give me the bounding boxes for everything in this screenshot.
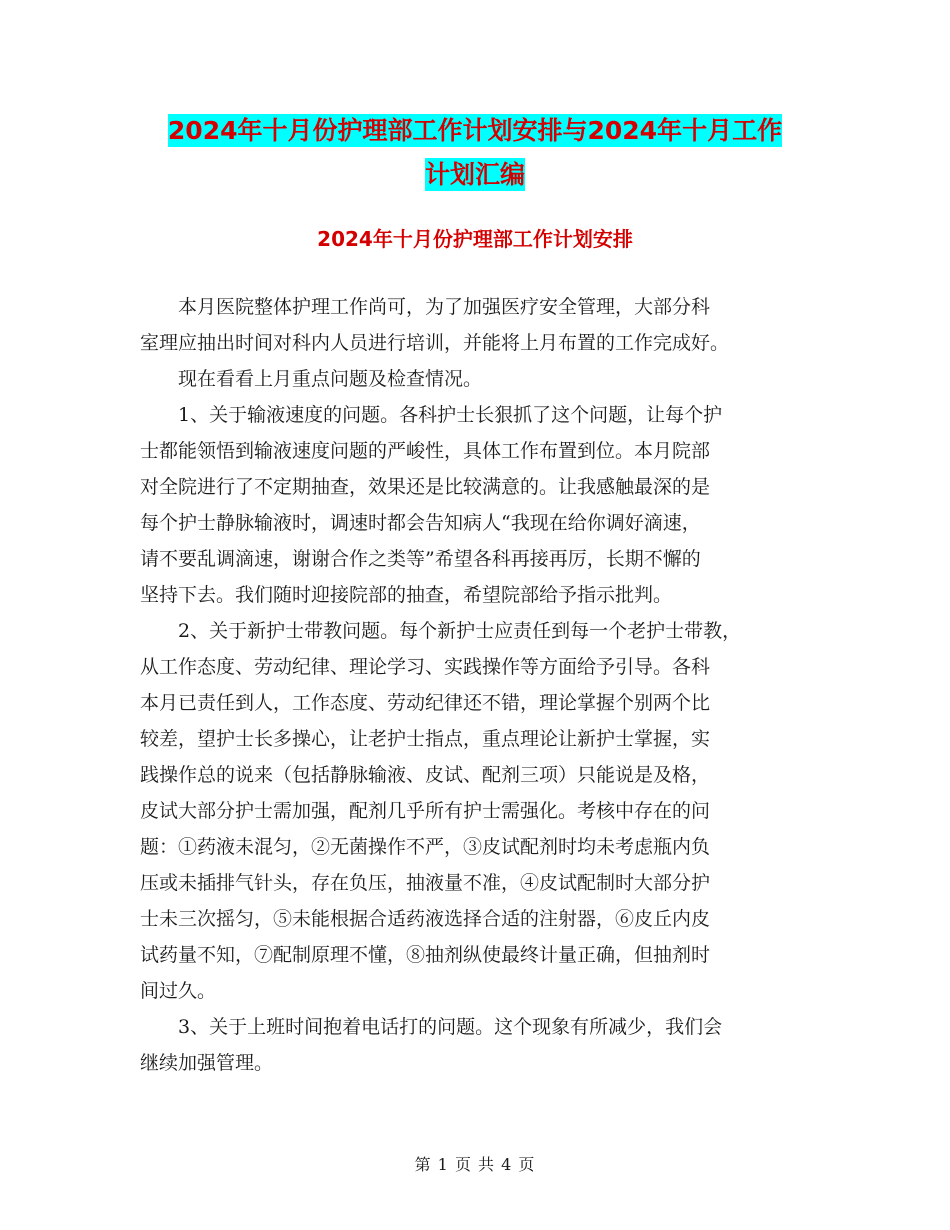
text-line: 士都能领悟到输液速度问题的严峻性，具体工作布置到位。本月院部 [140,440,711,462]
text-line: 士未三次摇匀，⑤未能根据合适药液选择合适的注射器，⑥皮丘内皮 [140,908,711,930]
text-line: 本月已责任到人，工作态度、劳动纪律还不错，理论掌握个别两个比 [140,692,711,714]
text-line: 2、关于新护士带教问题。每个新护士应责任到每一个老护士带教， [178,620,742,642]
text-line: 较差，望护士长多操心，让老护士指点，重点理论让新护士掌握，实 [140,728,711,750]
page-footer: 第 1 页 共 4 页 [414,1155,536,1174]
document-body [140,289,812,1081]
text-line: 对全院进行了不定期抽查，效果还是比较满意的。让我感触最深的是 [140,476,711,498]
text-line: 皮试大部分护士需加强，配剂几乎所有护士需强化。考核中存在的问 [140,800,711,822]
paragraph-item-2 [140,613,812,1009]
section-title: 2024年十月份护理部工作计划安排 [317,227,633,251]
text-line: 坚持下去。我们随时迎接院部的抽查，希望院部给予指示批判。 [140,584,673,606]
document-title-line-1 [0,108,950,154]
paragraph-item-3 [140,1009,812,1081]
paragraph-item-1 [140,397,812,613]
text-line: 本月医院整体护理工作尚可，为了加强医疗安全管理，大部分科 [178,296,711,318]
title-highlight-1: 2024年十月份护理部工作计划安排与2024年十月工作 [167,116,783,145]
text-line: 试药量不知，⑦配制原理不懂，⑧抽剂纵使最终计量正确，但抽剂时 [140,944,711,966]
paragraph-review [140,361,812,397]
document-title-line-2 [0,152,950,198]
text-line: 每个护士静脉输液时，调速时都会告知病人“我现在给你调好滴速， [140,512,701,534]
text-line: 从工作态度、劳动纪律、理论学习、实践操作等方面给予引导。各科 [140,656,711,678]
title-highlight-2: 计划汇编 [424,160,525,189]
text-line: 继续加强管理。 [140,1052,274,1074]
text-line: 1、关于输液速度的问题。各科护士长狠抓了这个问题，让每个护 [178,404,723,426]
text-line: 践操作总的说来（包括静脉输液、皮试、配剂三项）只能说是及格， [140,764,711,786]
text-line: 现在看看上月重点问题及检查情况。 [178,368,483,390]
text-line: 室理应抽出时间对科内人员进行培训，并能将上月布置的工作完成好。 [140,332,730,354]
text-line: 请不要乱调滴速，谢谢合作之类等”希望各科再接再厉，长期不懈的 [140,548,701,570]
text-line: 压或未插排气针头，存在负压，抽液量不准，④皮试配制时大部分护 [140,872,711,894]
paragraph-intro [140,289,812,361]
text-line: 题：①药液未混匀，②无菌操作不严，③皮试配剂时均未考虑瓶内负 [140,836,711,858]
text-line: 间过久。 [140,980,217,1002]
text-line: 3、关于上班时间抱着电话打的问题。这个现象有所减少，我们会 [178,1016,723,1038]
